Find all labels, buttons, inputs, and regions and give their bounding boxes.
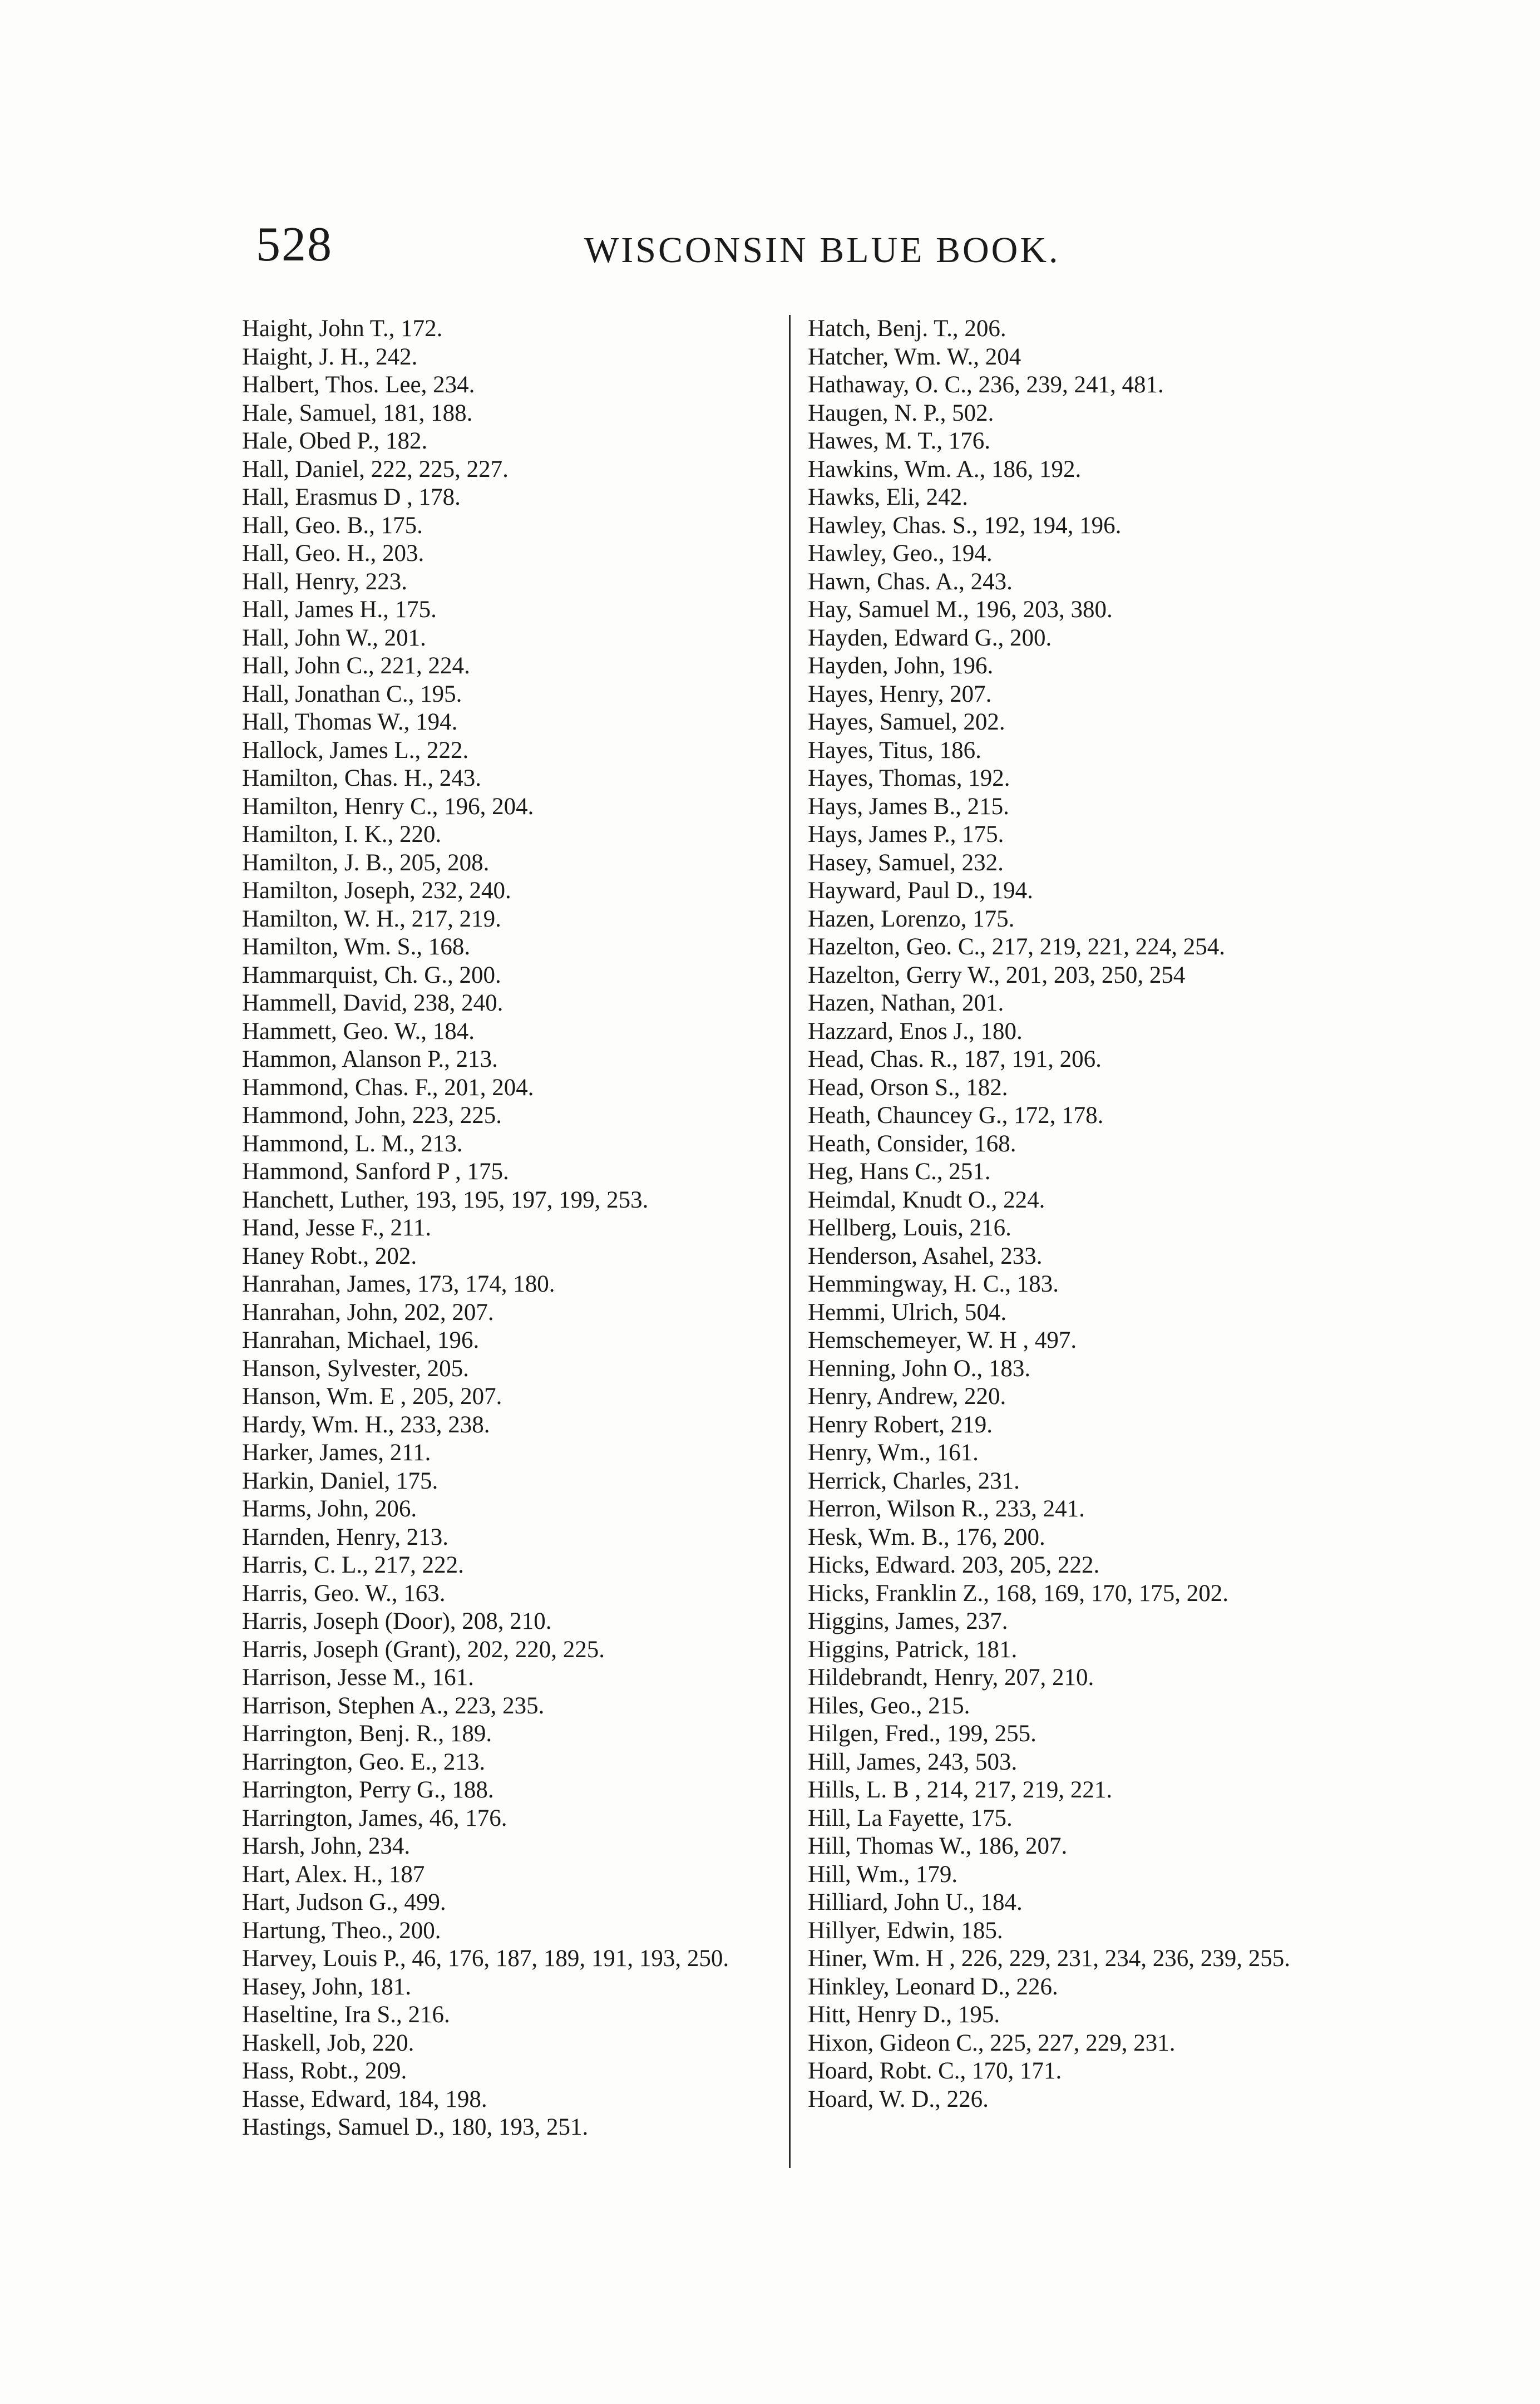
index-entry: Hall, Daniel, 222, 225, 227.: [242, 456, 509, 482]
index-entry: Hart, Judson G., 499.: [242, 1889, 446, 1915]
index-entry: Hallock, James L., 222.: [242, 737, 469, 763]
index-entry: Hale, Samuel, 181, 188.: [242, 400, 473, 426]
index-entry: Hale, Obed P., 182.: [242, 428, 428, 454]
index-entry: Hathaway, O. C., 236, 239, 241, 481.: [808, 372, 1164, 398]
index-entry: Harris, Geo. W., 163.: [242, 1580, 446, 1607]
index-entry: Hayes, Samuel, 202.: [808, 709, 1005, 735]
index-entry: Hammond, Sanford P , 175.: [242, 1159, 509, 1185]
index-entry: Hayes, Titus, 186.: [808, 737, 981, 763]
index-entry: Hicks, Edward. 203, 205, 222.: [808, 1552, 1100, 1578]
index-entry: Hamilton, I. K., 220.: [242, 821, 442, 848]
index-entry: Haight, J. H., 242.: [242, 343, 418, 370]
index-entry: Harrison, Jesse M., 161.: [242, 1664, 474, 1691]
index-entry: Hicks, Franklin Z., 168, 169, 170, 175, 202.: [808, 1580, 1229, 1607]
index-entry: Haight, John T., 172.: [242, 316, 443, 342]
index-entry: Henderson, Asahel, 233.: [808, 1243, 1043, 1269]
index-entry: Harrington, James, 46, 176.: [242, 1805, 507, 1831]
index-entry: Hays, James B., 215.: [808, 793, 1009, 820]
index-entry: Hemmi, Ulrich, 504.: [808, 1299, 1007, 1326]
index-entry: Hoard, W. D., 226.: [808, 2086, 989, 2112]
index-entry: Hanson, Wm. E , 205, 207.: [242, 1383, 502, 1410]
index-entry: Hanrahan, Michael, 196.: [242, 1327, 480, 1353]
index-entry: Herrick, Charles, 231.: [808, 1467, 1020, 1494]
index-column-right: [808, 315, 1370, 2114]
index-entry: Hays, James P., 175.: [808, 821, 1004, 848]
index-entry: Harrington, Perry G., 188.: [242, 1777, 494, 1803]
index-entry: Hamilton, W. H., 217, 219.: [242, 905, 501, 932]
index-entry: Heath, Consider, 168.: [808, 1130, 1016, 1157]
index-entry: Heimdal, Knudt O., 224.: [808, 1186, 1045, 1213]
index-entry: Haseltine, Ira S., 216.: [242, 2002, 450, 2028]
index-entry: Hall, Geo. H., 203.: [242, 540, 425, 566]
index-entry: Hass, Robt., 209.: [242, 2058, 407, 2084]
index-entry: Hawley, Geo., 194.: [808, 540, 993, 566]
index-entry: Head, Orson S., 182.: [808, 1074, 1008, 1101]
index-entry: Hasey, Samuel, 232.: [808, 849, 1004, 876]
index-entry: Hartung, Theo., 200.: [242, 1917, 441, 1944]
index-entry: Hillyer, Edwin, 185.: [808, 1917, 1003, 1944]
index-entry: Hall, John W., 201.: [242, 624, 426, 651]
index-entry: Hilgen, Fred., 199, 255.: [808, 1721, 1036, 1747]
index-entry: Hall, Jonathan C., 195.: [242, 681, 462, 707]
index-entry: Haskell, Job, 220.: [242, 2029, 414, 2056]
index-entry: Hills, L. B , 214, 217, 219, 221.: [808, 1777, 1113, 1803]
index-entry: Hesk, Wm. B., 176, 200.: [808, 1524, 1045, 1550]
index-entry: Hazen, Nathan, 201.: [808, 990, 1004, 1016]
index-entry: Hixon, Gideon C., 225, 227, 229, 231.: [808, 2029, 1176, 2056]
index-entry: Hasey, John, 181.: [242, 1973, 412, 2000]
index-entry: Hasse, Edward, 184, 198.: [242, 2086, 487, 2112]
index-entry: Herron, Wilson R., 233, 241.: [808, 1496, 1085, 1522]
index-entry: Hanchett, Luther, 193, 195, 197, 199, 253.: [242, 1186, 649, 1213]
index-entry: Hatch, Benj. T., 206.: [808, 316, 1006, 342]
index-entry: Hall, Erasmus D , 178.: [242, 484, 461, 510]
index-list-left: [242, 315, 784, 2142]
index-entry: Hamilton, J. B., 205, 208.: [242, 849, 490, 876]
index-entry: Hazelton, Gerry W., 201, 203, 250, 254: [808, 962, 1186, 988]
index-entry: Hill, James, 243, 503.: [808, 1748, 1018, 1775]
index-entry: Hawley, Chas. S., 192, 194, 196.: [808, 512, 1122, 539]
index-entry: Hammond, Chas. F., 201, 204.: [242, 1074, 534, 1101]
index-entry: Hill, La Fayette, 175.: [808, 1805, 1013, 1831]
index-entry: Hawks, Eli, 242.: [808, 484, 968, 510]
index-entry: Harker, James, 211.: [242, 1440, 431, 1466]
index-entry: Hanrahan, James, 173, 174, 180.: [242, 1271, 555, 1297]
index-entry: Hayden, John, 196.: [808, 653, 994, 679]
index-entry: Harris, C. L., 217, 222.: [242, 1552, 464, 1578]
index-entry: Hill, Wm., 179.: [808, 1861, 958, 1888]
index-entry: Hiner, Wm. H , 226, 229, 231, 234, 236, 239, 255.: [808, 1945, 1290, 1972]
index-entry: Harrington, Benj. R., 189.: [242, 1721, 492, 1747]
index-entry: Halbert, Thos. Lee, 234.: [242, 372, 475, 398]
index-entry: Hawes, M. T., 176.: [808, 428, 991, 454]
index-entry: Hart, Alex. H., 187: [242, 1861, 425, 1888]
index-entry: Hardy, Wm. H., 233, 238.: [242, 1411, 490, 1438]
index-entry: Hammell, David, 238, 240.: [242, 990, 504, 1016]
index-entry: Harkin, Daniel, 175.: [242, 1467, 438, 1494]
index-entry: Hammond, L. M., 213.: [242, 1130, 463, 1157]
index-entry: Harnden, Henry, 213.: [242, 1524, 448, 1550]
index-entry: Harvey, Louis P., 46, 176, 187, 189, 191, 193, 250.: [242, 1945, 729, 1972]
index-entry: Hall, Thomas W., 194.: [242, 709, 458, 735]
index-column-left: [242, 315, 784, 2142]
index-entry: Hanrahan, John, 202, 207.: [242, 1299, 494, 1326]
index-entry: Harsh, John, 234.: [242, 1833, 411, 1859]
index-list-right: [808, 315, 1370, 2114]
index-entry: Hemschemeyer, W. H , 497.: [808, 1327, 1077, 1353]
running-head: WISCONSIN BLUE BOOK.: [584, 230, 1060, 270]
index-entry: Hemmingway, H. C., 183.: [808, 1271, 1059, 1297]
index-entry: Higgins, James, 237.: [808, 1608, 1008, 1634]
index-entry: Hawkins, Wm. A., 186, 192.: [808, 456, 1082, 482]
index-entry: Harms, John, 206.: [242, 1496, 417, 1522]
index-entry: Hay, Samuel M., 196, 203, 380.: [808, 597, 1113, 623]
index-entry: Hazen, Lorenzo, 175.: [808, 905, 1015, 932]
index-entry: Harrison, Stephen A., 223, 235.: [242, 1692, 545, 1719]
page-number: 528: [256, 218, 333, 272]
index-entry: Heg, Hans C., 251.: [808, 1159, 991, 1185]
index-entry: Hilliard, John U., 184.: [808, 1889, 1023, 1915]
index-entry: Hammarquist, Ch. G., 200.: [242, 962, 501, 988]
index-entry: Haugen, N. P., 502.: [808, 400, 994, 426]
index-entry: Hoard, Robt. C., 170, 171.: [808, 2058, 1062, 2084]
index-entry: Hammon, Alanson P., 213.: [242, 1046, 498, 1072]
index-entry: Hammett, Geo. W., 184.: [242, 1018, 475, 1045]
index-entry: Hiles, Geo., 215.: [808, 1692, 970, 1719]
index-entry: Hall, John C., 221, 224.: [242, 653, 470, 679]
index-entry: Hayward, Paul D., 194.: [808, 878, 1033, 904]
column-divider: [789, 315, 791, 2168]
index-entry: Hayden, Edward G., 200.: [808, 624, 1052, 651]
index-entry: Hawn, Chas. A., 243.: [808, 568, 1013, 595]
index-entry: Hayes, Henry, 207.: [808, 681, 992, 707]
index-entry: Henry Robert, 219.: [808, 1411, 993, 1438]
index-entry: Higgins, Patrick, 181.: [808, 1636, 1018, 1663]
index-entry: Hanson, Sylvester, 205.: [242, 1355, 469, 1382]
index-entry: Hitt, Henry D., 195.: [808, 2002, 1000, 2028]
index-entry: Hand, Jesse F., 211.: [242, 1215, 432, 1241]
index-entry: Hall, Henry, 223.: [242, 568, 407, 595]
index-entry: Hammond, John, 223, 225.: [242, 1102, 502, 1129]
index-entry: Henry, Wm., 161.: [808, 1440, 979, 1466]
index-entry: Heath, Chauncey G., 172, 178.: [808, 1102, 1104, 1129]
index-entry: Hamilton, Chas. H., 243.: [242, 765, 481, 791]
index-entry: Harris, Joseph (Door), 208, 210.: [242, 1608, 552, 1634]
index-entry: Hastings, Samuel D., 180, 193, 251.: [242, 2114, 589, 2140]
index-entry: Head, Chas. R., 187, 191, 206.: [808, 1046, 1102, 1072]
index-entry: Hill, Thomas W., 186, 207.: [808, 1833, 1068, 1859]
index-entry: Hall, James H., 175.: [242, 597, 437, 623]
index-entry: Hinkley, Leonard D., 226.: [808, 1973, 1058, 2000]
index-entry: Henry, Andrew, 220.: [808, 1383, 1006, 1410]
index-entry: Harris, Joseph (Grant), 202, 220, 225.: [242, 1636, 605, 1663]
index-entry: Hall, Geo. B., 175.: [242, 512, 423, 539]
index-entry: Hamilton, Joseph, 232, 240.: [242, 878, 511, 904]
index-entry: Hazzard, Enos J., 180.: [808, 1018, 1023, 1045]
index-entry: Harrington, Geo. E., 213.: [242, 1748, 486, 1775]
index-entry: Hayes, Thomas, 192.: [808, 765, 1010, 791]
index-entry: Hatcher, Wm. W., 204: [808, 343, 1021, 370]
index-entry: Hamilton, Wm. S., 168.: [242, 934, 471, 960]
index-entry: Hellberg, Louis, 216.: [808, 1215, 1011, 1241]
index-entry: Haney Robt., 202.: [242, 1243, 417, 1269]
index-entry: Hazelton, Geo. C., 217, 219, 221, 224, 254.: [808, 934, 1226, 960]
index-entry: Hildebrandt, Henry, 207, 210.: [808, 1664, 1094, 1691]
index-entry: Henning, John O., 183.: [808, 1355, 1031, 1382]
index-entry: Hamilton, Henry C., 196, 204.: [242, 793, 534, 820]
